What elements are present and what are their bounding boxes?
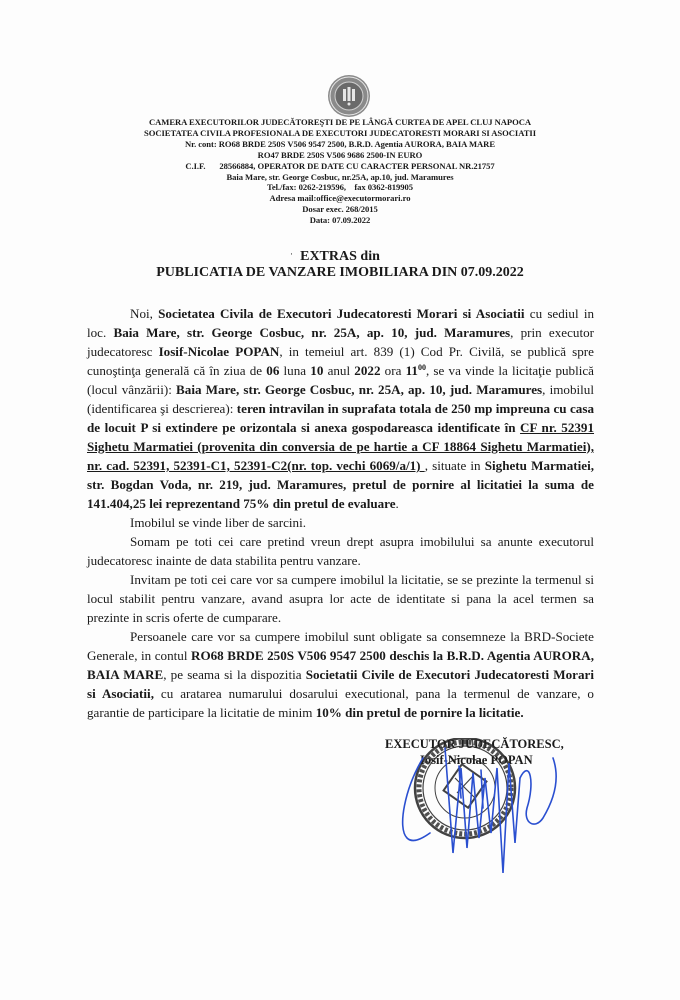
text: cu aratarea numarului dosarului executional, pana la termenul de vanzare, o garantie de participare la licitatie de minim <box>87 686 594 720</box>
text: , prin executor judecatoresc <box>87 325 595 359</box>
company-name: SOCIETATEA CIVILA PROFESIONALA DE EXECUTORI JUDECATORESTI MORARI SI ASOCIATII <box>143 127 537 138</box>
text: , se va vinde la licitaţie publică (locul vânzării): <box>87 363 594 397</box>
auction-month: 10 <box>310 363 324 378</box>
text: cu sediul in loc. <box>87 306 594 340</box>
deposit-account: RO68 BRDE 250S V506 9547 2500 deschis la B.R.D. Agentia AURORA, BAIA MARE <box>87 648 594 682</box>
text: , situate in <box>424 458 485 473</box>
cif-value: 28566884, OPERATOR DE DATE CU CARACTER PERSONAL NR.21757 <box>219 160 495 171</box>
property-description: teren intravilan in suprafata totala de 250 mp impreuna cu casa de locuit P si extindere pe orizontala si anexa gospodareasca identificate în <box>87 401 594 435</box>
case-file-number: Dosar exec. 268/2015 <box>302 204 378 215</box>
minutes: 00 <box>417 363 426 372</box>
beneficiary: Societatii Civile de Executori Judecatoresti Morari si Asociatii, <box>87 667 594 701</box>
email-address: Adresa mail:office@executormorari.ro <box>269 193 411 204</box>
bank-account-ron: Nr. cont: RO68 BRDE 250S V506 9547 2500, B.R.D. Agentia AURORA, BAIA MARE <box>184 138 496 149</box>
bailiff-seal-icon <box>327 74 371 118</box>
letterhead <box>100 117 580 226</box>
title-line-2: PUBLICATIA DE VANZARE IMOBILIARA DIN 07.09.2022 <box>156 265 524 280</box>
auction-year: 2022 <box>354 363 381 378</box>
signatory-name: Iosif-Nicolae POPAN <box>420 753 533 767</box>
hour: 11 <box>405 363 418 378</box>
cif-label: C.I.F. <box>185 160 206 171</box>
land-registry-reference: CF nr. 52391 Sighetu Marmatiei (provenita din conversia de pe hartie a CF 18864 Sighetu Marmatiei), nr. cad. 52391, 52391-C1, 52391-C2(nr. top. vechi 6069/a/1) <box>87 420 595 473</box>
document-date: Data: 07.09.2022 <box>309 215 371 226</box>
text: ora <box>380 363 406 378</box>
text: Persoanele care vor sa cumpere imobilul sunt obligate sa consemneze la BRD-Societe Generale, in contul <box>87 629 594 663</box>
chamber-name: CAMERA EXECUTORILOR JUDECĂTOREŞTI DE PE LÂNGĂ CURTEA DE APEL CLUJ NAPOCA <box>148 117 532 127</box>
text: luna <box>279 363 311 378</box>
auction-hour <box>406 363 426 378</box>
company-address: Baia Mare, str. George Cosbuc, nr. 25A, ap. 10, jud. Maramures <box>113 325 511 340</box>
bailiff-name: Iosif-Nicolae POPAN <box>158 344 280 359</box>
bank-account-eur: RO47 BRDE 250S V506 9686 2500-IN EURO <box>257 149 423 160</box>
auction-day: 06 <box>266 363 280 378</box>
cif-line <box>100 161 580 172</box>
document-body <box>87 304 594 722</box>
text: . <box>395 496 399 511</box>
office-address: Baia Mare, str. George Cosbuc, nr.25A, ap.10, jud. Maramures <box>226 171 454 182</box>
text: , pe seama si la dispozitia <box>163 667 306 682</box>
official-stamp-icon <box>395 738 595 888</box>
paragraph-claims-notice: Somam pe toti cei care pretind vreun drept asupra imobilului sa anunte executorul judecatoresc inainte de data stabilita pentru vanzare. <box>87 534 594 568</box>
text: anul <box>323 363 355 378</box>
bailiff-company: Societatea Civila de Executori Judecatoresti Morari si Asociatii <box>158 306 525 321</box>
phone-fax: Tel./fax: 0262-219596, fax 0362-819905 <box>266 182 414 193</box>
text: Noi, <box>130 306 159 321</box>
auction-location: Baia Mare, str. George Cosbuc, nr. 25A, ap. 10, jud. Maramures <box>176 382 543 397</box>
paragraph-bidder-invitation: Invitam pe toti cei care vor sa cumpere imobilul la licitatie, se se prezinte la termenul si locul stabilit pentru vanzare, avand asupra lor acte de identitate si pana la acel termen sa prezinte in scris oferte de cumparare. <box>87 572 594 625</box>
deposit-percentage: 10% din pretul de pornire la licitatie. <box>315 705 524 720</box>
document-title <box>100 249 580 281</box>
title-line-1: EXTRAS din <box>300 249 380 264</box>
paragraph-no-encumbrances: Imobilul se vinde liber de sarcini. <box>130 515 306 530</box>
text: , in temeiul art. 839 (1) Cod Pr. Civilă, se publică spre cunoştinţa generală că în ziua de <box>87 344 594 378</box>
paragraph-auction-notice <box>87 304 594 513</box>
scan-speck: · <box>290 249 293 259</box>
text: , imobilul (identificarea şi descrierea): <box>87 382 594 416</box>
property-location-and-price: Sighetu Marmatiei, str. Bogdan Voda, nr. 219, jud. Maramures, pretul de pornire al licitatiei la suma de 141.404,25 lei reprezentand 75% din pretul de evaluare <box>87 458 594 511</box>
paragraph-deposit-requirement <box>87 627 594 722</box>
signatory-title: EXECUTOR JUDECĂTORESC, <box>385 737 564 751</box>
